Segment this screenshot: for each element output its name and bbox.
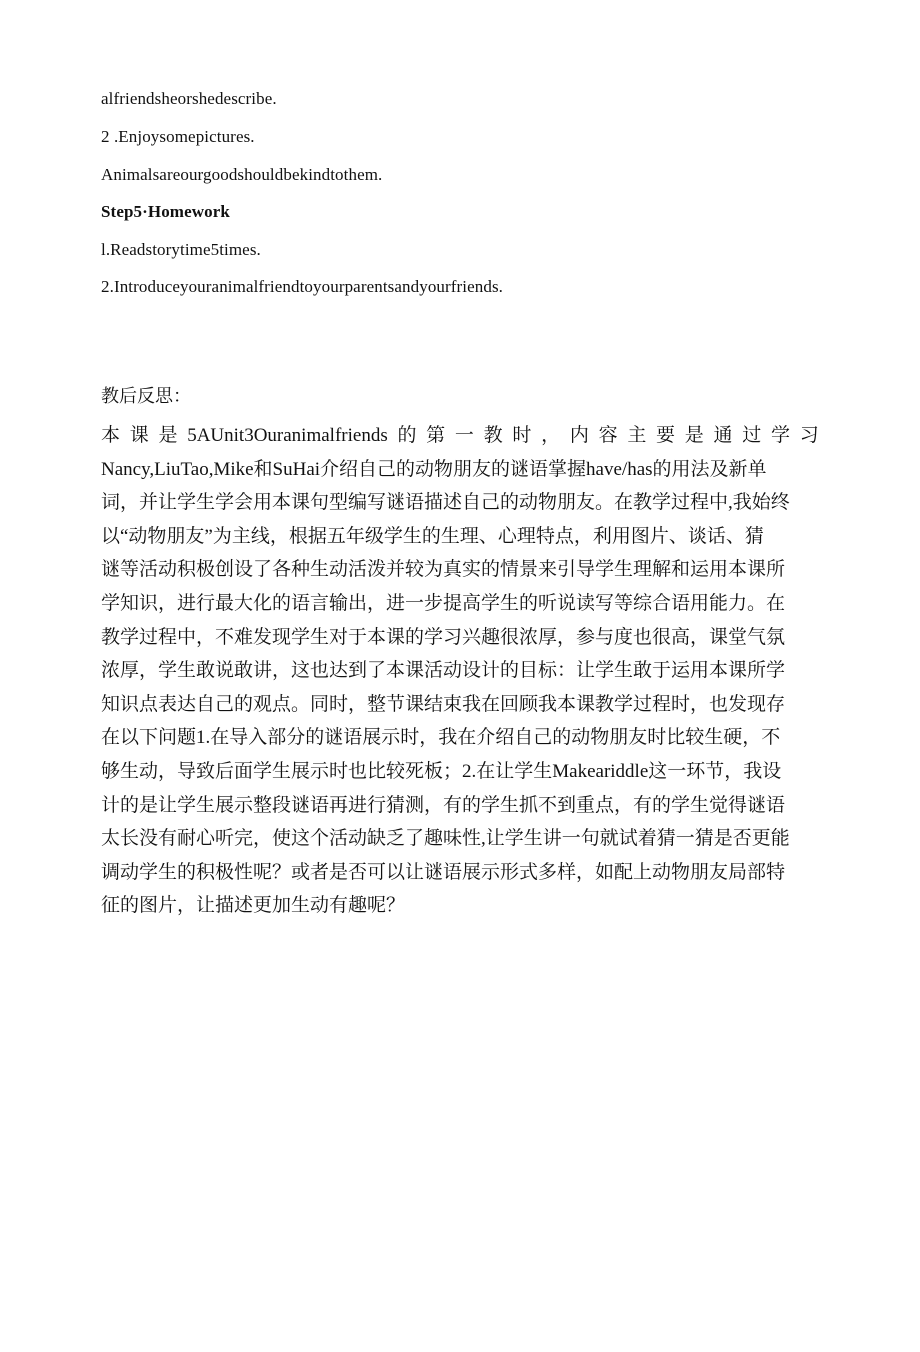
homework-item-1: l.Readstorytime5times.	[101, 240, 261, 259]
reflection-line: 调动学生的积极性呢？或者是否可以让谜语展示形式多样，如配上动物朋友局部特	[101, 861, 786, 883]
reflection-body	[101, 419, 819, 923]
text-line-2: 2 .Enjoysomepictures.	[101, 127, 255, 146]
reflection-line-first	[101, 419, 819, 453]
reflection-word: 是	[158, 425, 178, 446]
reflection-word: 主	[627, 425, 647, 446]
reflection-line: 词，并让学生学会用本课句型编写谜语描述自己的动物朋友。在教学过程中,我始终	[101, 492, 790, 514]
text-line-3: Animalsareourgoodshouldbekindtothem.	[101, 165, 383, 184]
reflection-line: 知识点表达自己的观点。同时，整节课结束我在回顾我本课教学过程时，也发现存	[101, 693, 786, 715]
reflection-word: 本	[101, 425, 121, 446]
reflection-line: 浓厚，学生敢说敢讲，这也达到了本课活动设计的目标：让学生敢于运用本课所学	[101, 660, 786, 682]
text-line-1: alfriendsheorshedescribe.	[101, 89, 277, 108]
reflection-line: 以“动物朋友”为主线，根据五年级学生的生理、心理特点，利用图片、谈话、猜	[101, 525, 764, 547]
reflection-word: 是	[684, 425, 704, 446]
reflection-word: 习	[799, 425, 819, 446]
reflection-word: 要	[656, 425, 676, 446]
reflection-line: 学知识，进行最大化的语言输出，进一步提高学生的听说读写等综合语用能力。在	[101, 592, 786, 614]
reflection-title: 教后反思：	[101, 386, 191, 406]
reflection-line: 太长没有耐心听完，使这个活动缺乏了趣味性,让学生讲一句就试着猜一猜是否更能	[101, 828, 790, 850]
reflection-line: 谜等活动积极创设了各种生动活泼并较为真实的情景来引导学生理解和运用本课所	[101, 559, 786, 581]
reflection-line: 计的是让学生展示整段谜语再进行猜测，有的学生抓不到重点，有的学生觉得谜语	[101, 794, 786, 816]
reflection-line: 教学过程中，不难发现学生对于本课的学习兴趣很浓厚，参与度也很高，课堂气氛	[101, 626, 786, 648]
reflection-line: 征的图片，让描述更加生动有趣呢？	[101, 895, 406, 917]
reflection-word: 过	[742, 425, 762, 446]
reflection-word: 的	[397, 425, 417, 446]
reflection-word: 内	[569, 425, 589, 446]
reflection-line: 在以下问题1.在导入部分的谜语展示时，我在介绍自己的动物朋友时比较生硬，不	[101, 727, 781, 749]
reflection-word: 一	[454, 425, 474, 446]
reflection-word: 通	[713, 425, 733, 446]
reflection-line: 够生动，导致后面学生展示时也比较死板；2.在让学生Makeariddle这一环节，我设	[101, 760, 782, 782]
homework-item-2: 2.Introduceyouranimalfriendtoyourparentsandyourfriends.	[101, 277, 504, 296]
reflection-word: ，	[541, 425, 561, 446]
reflection-word: 学	[770, 425, 790, 446]
reflection-line: Nancy,LiuTao,Mike和SuHai介绍自己的动物朋友的谜语掌握have/has的用法及新单	[101, 458, 767, 480]
reflection-word: 第	[426, 425, 446, 446]
reflection-word: 5AUnit3Ouranimalfriends	[187, 425, 388, 446]
reflection-word: 课	[129, 425, 149, 446]
reflection-word: 教	[483, 425, 503, 446]
step5-heading: Step5·Homework	[101, 202, 230, 221]
reflection-word: 容	[598, 425, 618, 446]
reflection-word: 时	[512, 425, 532, 446]
